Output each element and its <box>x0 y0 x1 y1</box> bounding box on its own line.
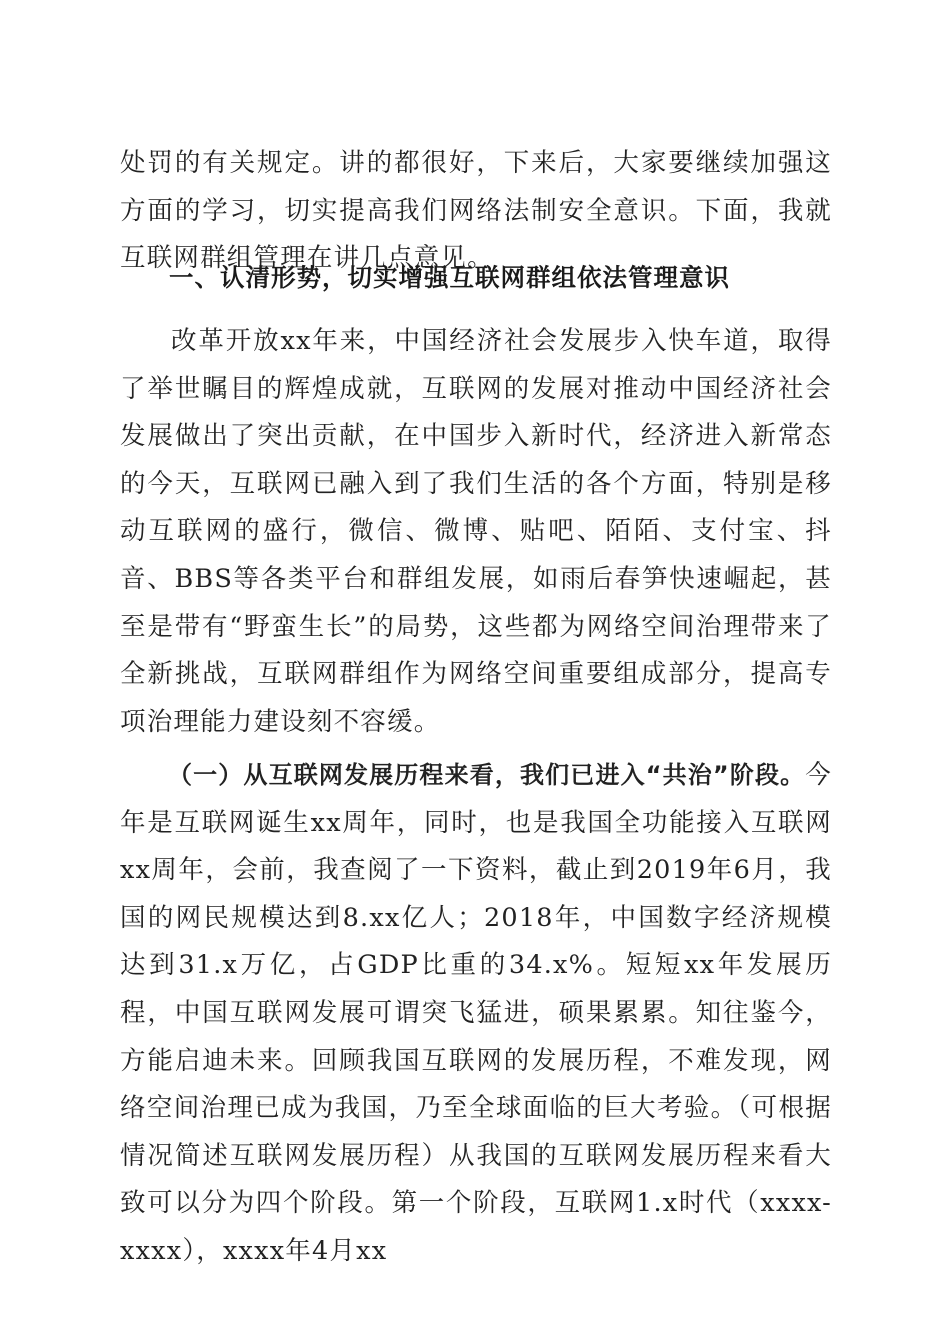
body-paragraph: 处罚的有关规定。讲的都很好，下来后，大家要继续加强这方面的学习，切实提高我们网络法制安全意识。下面，我就互联网群组管理在讲几点意见。 <box>120 148 832 274</box>
subsection-heading: （一）从互联网发展历程来看，我们已进入“共治”阶段。 <box>168 761 806 789</box>
section-heading: 一、认清形势，切实增强互联网群组依法管理意识 <box>169 263 730 292</box>
body-paragraph: 今年是互联网诞生xx周年，同时，也是我国全功能接入互联网xx周年，会前，我查阅了一下资料，截止到2019年6月，我国的网民规模达到8.xx亿人；2018年，中国数字经济规模达到31.x万亿，占GDP比重的34.x%。短短xx年发展历程，中国互联网发展可谓突飞猛进，硕果累累。知往鉴今，方能启迪未来。回顾我国互联网的发展历程，不难发现，网络空间治理已成为我国，乃至全球面临的巨大考验。（可根据情况简述互联网发展历程）从我国的互联网发展历程来看大致可以分为四个阶段。第一个阶段，互联网1.x时代（xxxx-xxxx），xxxx年4月xx <box>120 760 832 1266</box>
subsection-block <box>120 752 832 1276</box>
body-paragraph: 改革开放xx年来，中国经济社会发展步入快车道，取得了举世瞩目的辉煌成就，互联网的发展对推动中国经济社会发展做出了突出贡献，在中国步入新时代，经济进入新常态的今天，互联网已融入到了我们生活的各个方面，特别是移动互联网的盛行，微信、微博、贴吧、陌陌、支付宝、抖音、BBS等各类平台和群组发展，如雨后春笋快速崛起，甚至是带有“野蛮生长”的局势，这些都为网络空间治理带来了全新挑战，互联网群组作为网络空间重要组成部分，提高专项治理能力建设刻不容缓。 <box>120 326 832 737</box>
